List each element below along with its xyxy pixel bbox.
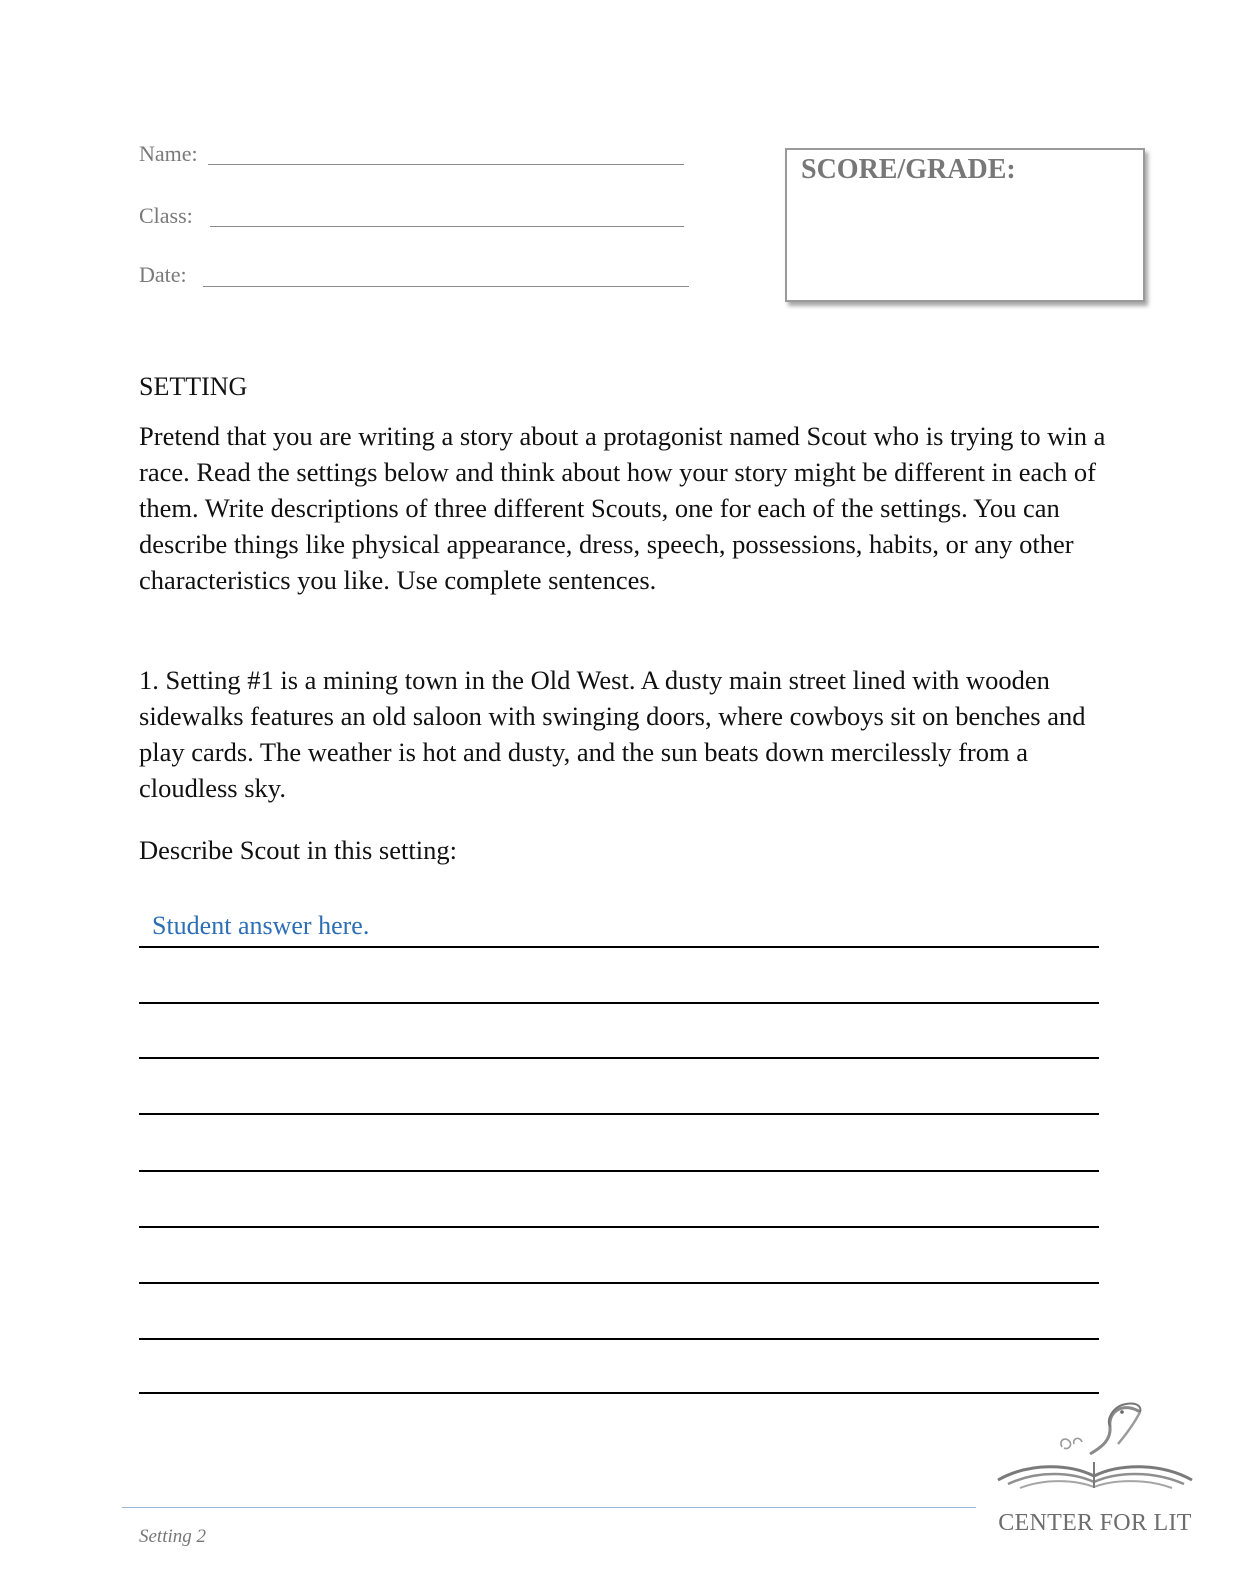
answer-line[interactable] (139, 1002, 1099, 1004)
score-grade-box[interactable] (785, 148, 1145, 302)
class-label: Class: (139, 203, 193, 228)
answer-line[interactable] (139, 1170, 1099, 1172)
class-field[interactable] (210, 226, 684, 227)
student-answer-text[interactable]: Student answer here. (152, 911, 370, 940)
score-grade-label: SCORE/GRADE: (801, 154, 1016, 185)
center-for-lit-wordmark: CENTER FOR LIT (998, 1510, 1192, 1536)
date-label: Date: (139, 262, 187, 287)
answer-line[interactable] (139, 1057, 1099, 1059)
answer-line[interactable] (139, 1113, 1099, 1115)
instructions-text: Pretend that you are writing a story about a protagonist named Scout who is trying to win a race. Read the settings below and think about how your story might be different in each of them. Write descriptions of three different Scouts, one for each of the settings. You can describe things like physical appearance, dress, speech, possessions, habits, or any other characteristics you like. Use complete sentences. (139, 421, 1106, 595)
page-footer: Setting 2 (139, 1526, 207, 1547)
setting-1-description: 1. Setting #1 is a mining town in the Old West. A dusty main street lined with wooden sidewalks features an old saloon with swinging doors, where cowboys sit on benches and play cards. The weather is hot and dusty, and the sun beats down mercilessly from a cloudless sky. (139, 665, 1086, 803)
answer-line[interactable] (139, 946, 1099, 948)
answer-line[interactable] (139, 1338, 1099, 1340)
answer-prompt: Describe Scout in this setting: (139, 835, 457, 865)
answer-line[interactable] (139, 1282, 1099, 1284)
center-for-lit-logo (990, 1392, 1200, 1492)
date-field[interactable] (203, 286, 689, 287)
footer-rule (122, 1507, 976, 1508)
answer-line[interactable] (139, 1392, 1099, 1394)
name-field[interactable] (208, 164, 684, 165)
answer-line[interactable] (139, 1226, 1099, 1228)
section-title: SETTING (139, 372, 248, 401)
name-label: Name: (139, 141, 198, 166)
